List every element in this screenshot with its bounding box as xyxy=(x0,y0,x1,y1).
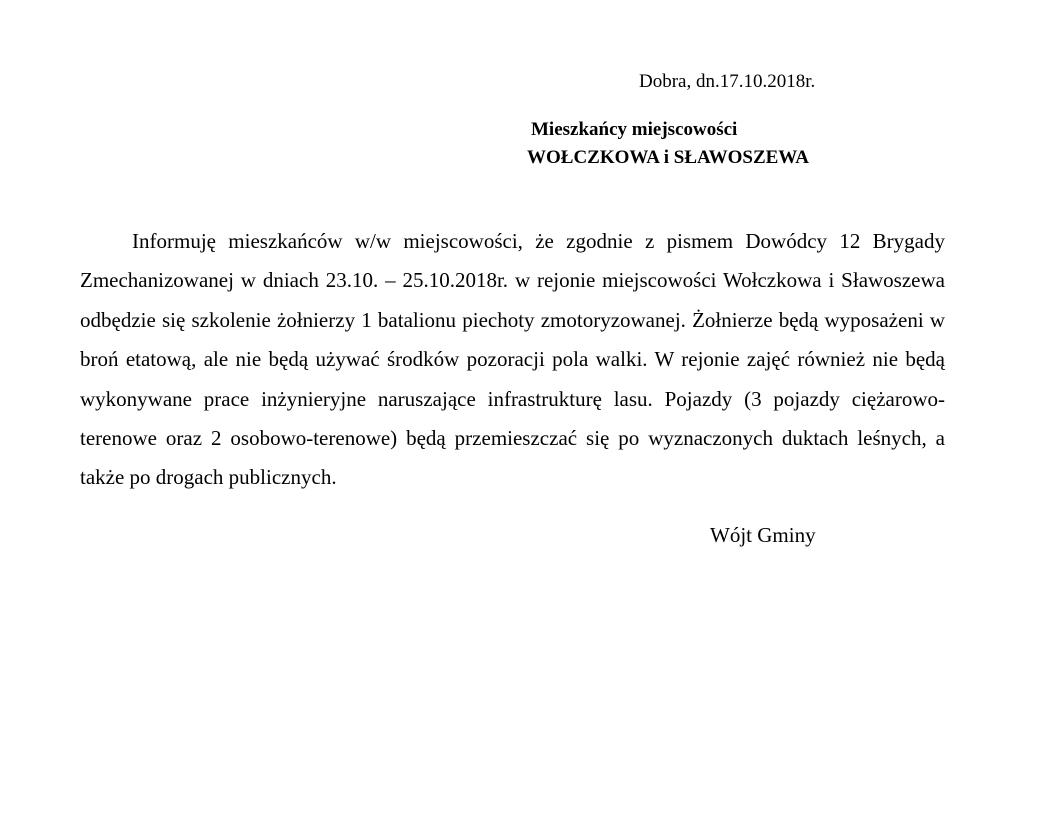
signature: Wójt Gminy xyxy=(710,523,816,547)
addressee-line-2: WOŁCZKOWA i SŁAWOSZEWA xyxy=(527,147,809,168)
body-paragraph: Informuję mieszkańców w/w miejscowości, że zgodnie z pismem Dowódcy 12 Brygady Zmechanizowanej w dniach 23.10. – 25.10.2018r. w rejonie miejscowości Wołczkowa i Sławoszewa odbędzie się szkolenie żołnierzy 1 batalionu piechoty zmotoryzowanej. Żołnierze będą wyposażeni w broń etatową, ale nie będą używać środków pozoracji pola walki. W rejonie zajęć również nie będą wykonywane prace inżynieryjne naruszające infrastrukturę lasu. Pojazdy (3 pojazdy ciężarowo-terenowe oraz 2 osobowo-terenowe) będą przemieszczać się po wyznaczonych duktach leśnych, a także po drogach publicznych. xyxy=(80,229,945,490)
addressee-line-1: Mieszkańcy miejscowości xyxy=(531,119,738,140)
document-date: Dobra, dn.17.10.2018r. xyxy=(639,71,816,92)
